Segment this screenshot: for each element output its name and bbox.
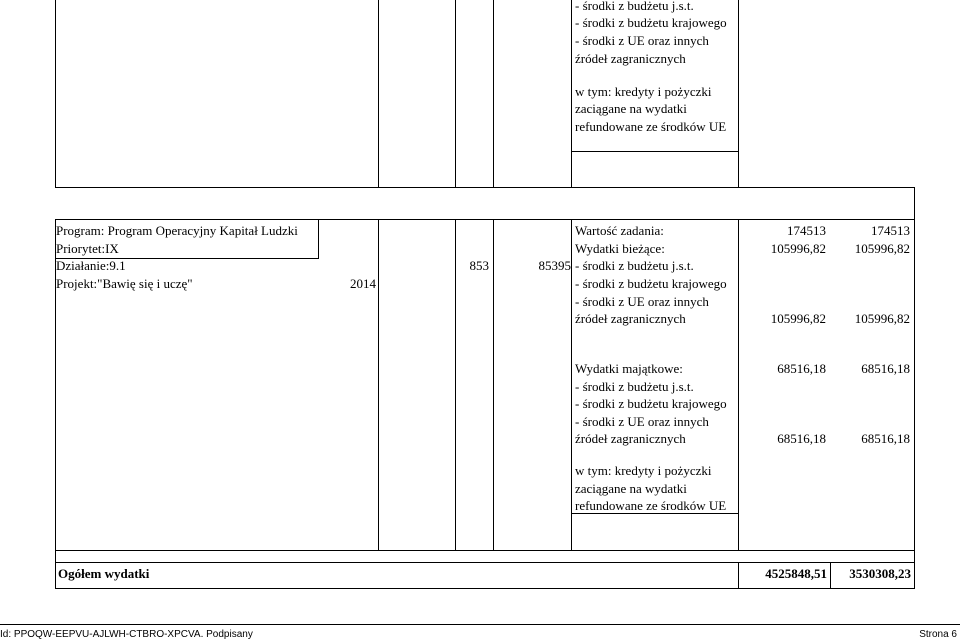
grid-line: [55, 588, 915, 589]
grid-line: [493, 0, 494, 188]
grid-line: [378, 0, 379, 188]
biezace-line: - środki z budżetu j.s.t.: [575, 258, 694, 273]
wartosc-label: Wartość zadania:: [575, 223, 664, 238]
credit-line: w tym: kredyty i pożyczki: [575, 84, 712, 99]
grid-line: [455, 0, 456, 188]
majatkowe-line: - środki z budżetu krajowego: [575, 396, 727, 411]
grid-line: [378, 219, 379, 551]
wartosc-value-2: 174513: [871, 223, 910, 238]
majatkowe-label: Wydatki majątkowe:: [575, 361, 683, 376]
majatkowe-ue-value-2: 68516,18: [861, 431, 910, 446]
biezace-line: - środki z budżetu krajowego: [575, 276, 727, 291]
majatkowe-line: - środki z UE oraz innych: [575, 414, 709, 429]
grid-line: [55, 219, 56, 589]
grid-line: [55, 219, 915, 220]
year-cell: 2014: [350, 276, 376, 291]
grid-line: [738, 219, 739, 551]
grid-line: [55, 187, 915, 188]
funding-line: - środki z UE oraz innych: [575, 33, 709, 48]
grid-line: [55, 562, 915, 563]
rozdzial-cell: 85395: [538, 258, 571, 273]
document-id: Id: PPOQW-EEPVU-AJLWH-CTBRO-XPCVA. Podpisany: [0, 629, 253, 640]
funding-line: - środki z budżetu j.s.t.: [575, 0, 694, 13]
credit-line: refundowane ze środków UE: [575, 498, 727, 513]
total-value-2: 3530308,23: [849, 566, 911, 581]
biezace-line: - środki z UE oraz innych: [575, 294, 709, 309]
credit-line: refundowane ze środków UE: [575, 119, 727, 134]
grid-line: [55, 0, 56, 188]
majatkowe-line: źródeł zagranicznych: [575, 431, 686, 446]
funding-line: - środki z budżetu krajowego: [575, 15, 727, 30]
page-number: Strona 6: [919, 629, 957, 640]
majatkowe-line: - środki z budżetu j.s.t.: [575, 379, 694, 394]
wartosc-value-1: 174513: [787, 223, 826, 238]
grid-line: [493, 219, 494, 551]
majatkowe-ue-value-1: 68516,18: [777, 431, 826, 446]
credit-line: zaciągane na wydatki: [575, 481, 687, 496]
grid-line: [738, 0, 739, 188]
footer-rule: [0, 624, 960, 625]
credit-line: zaciągane na wydatki: [575, 101, 687, 116]
program-label: Program: Program Operacyjny Kapitał Ludzki: [56, 223, 298, 238]
dzialanie-label: Działanie:9.1: [56, 258, 126, 273]
biezace-line: źródeł zagranicznych: [575, 311, 686, 326]
biezace-value-1: 105996,82: [770, 241, 826, 256]
biezace-value-2: 105996,82: [854, 241, 910, 256]
credit-line: w tym: kredyty i pożyczki: [575, 463, 712, 478]
total-label: Ogółem wydatki: [58, 566, 150, 581]
grid-line: [571, 219, 572, 551]
biezace-label: Wydatki bieżące:: [575, 241, 665, 256]
grid-line: [830, 562, 831, 589]
projekt-label: Projekt:"Bawię się i uczę": [56, 276, 193, 291]
grid-line: [571, 0, 572, 188]
grid-line: [571, 151, 739, 152]
grid-line: [738, 562, 739, 589]
majatkowe-value-1: 68516,18: [777, 361, 826, 376]
total-value-1: 4525848,51: [765, 566, 827, 581]
grid-line: [55, 550, 915, 551]
funding-line: źródeł zagranicznych: [575, 51, 686, 66]
biezace-ue-value-2: 105996,82: [854, 311, 910, 326]
majatkowe-value-2: 68516,18: [861, 361, 910, 376]
grid-line: [318, 219, 319, 259]
priorytet-label: Priorytet:IX: [56, 241, 119, 256]
dzial-cell: 853: [469, 258, 489, 273]
biezace-ue-value-1: 105996,82: [770, 311, 826, 326]
grid-line: [914, 187, 915, 589]
